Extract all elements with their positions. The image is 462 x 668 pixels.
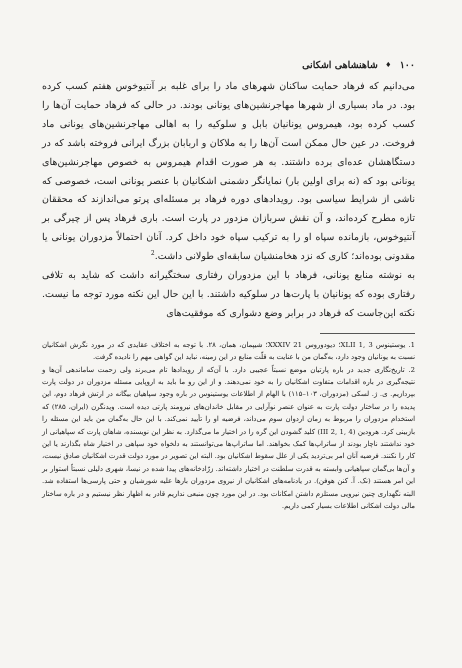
footnotes: [42, 339, 415, 513]
paragraph-2: [42, 267, 415, 324]
page-number: ۱۰۰: [399, 60, 415, 71]
paragraph-1-text: می‌دانیم که فرهاد حمایت ساکنان شهرهای ماد را برای غلبه بر آنتیوخوس هفتم کسب کرده بود. در ماد بسیاری از شهرها مهاجرنشین‌های یونانی بودند. در حالی که فرهاد حمایت آن‌ها را کسب کرده بود، هیمروس یونانیان بابل و سلوکیه را به اهالی مهاجرنشین‌های یونانی ماد فروخت. در عین حال ممکن است آن‌ها را به ملاکان و اربابان بزرگ ایرانی فروخته باشد که در دستگاهشان عده‌ای برده داشتند. به هر صورت اقدام هیمروس به خصوص مهاجرنشین‌های یونانی بود که (نه برای اولین بار) نمایانگر دشمنی اشکانیان با عنصر یونانی است، خصوصی که ناشی از شرایط سیاسی بود. رویدادهای دوره فرهاد بر مسئله‌ای پرتو می‌اندازند که محققان تازه مطرح کرده‌اند، و آن نقش سربازان مزدور در پارت است. باری فرهاد پس از چیرگی بر آنتیوخوس، بازمانده سپاه او را به ترکیب سپاه خود داخل کرد. آنان احتمالاً مزدوران یونانی یا مقدونی بوده‌اند؛ کاری که نزد هخامنشیان سابقه‌ای طولانی داشت.: [42, 81, 415, 263]
ornament-icon: ♦: [385, 60, 392, 69]
paragraph-1: [42, 78, 415, 267]
footnote-1: 1. یوستینوس XLII 1, 3؛ دیودوروس XXXIV 21؛ شیپمان، همان، ۲۸. با توجه به اختلاف عقایدی که در مورد نگرش اشکانیان نسبت به یونانیان وجود دارد، به‌گمان من با عنایت به قلّت منابع در این زمینه، نباید این گواهی مهم را نادیده گرفت.: [42, 340, 416, 362]
running-title: شاهنشاهی اشکانی: [302, 60, 378, 71]
main-text: [42, 78, 415, 324]
running-header: [302, 60, 415, 71]
footnote-separator: [320, 333, 415, 334]
footnote-2: 2. تاریخ‌نگاری جدید در باره پارتیان موضع نسبتاً عجیبی دارد. با آن‌که از رویدادها تام می‌برند ولی زحمت ساماندهی آن‌ها و نتیجه‌گیری در باره اقدامات متفاوت اشکانیان را به خود نمی‌دهند. و از این رو ما باید به اروپایی مسئله مزدوران در دولت پارت بپردازیم. ی. ژ. لسکی (مزدوران، ۱۰۳–۱۱۵) با الهام از اطلاعات یوستینوس در باره وجود سپاهیان بیگانه در ارتش فرهاد دوم، این پدیده را در ساختار دولت پارت به عنوان عنصر نوآرایی در مقابل خاندان‌های نیرومند پارتی دیده است. ویدنگرن (ایران، ۲۸۵) که استخدام مزدوران را مربوط به زمان اردوان سوم می‌داند، فرضیه او را تأیید نمی‌کند. با این حال به‌گمان من باید این مسئله را بازبینی کرد. هرودین (III 2, 1, 4) کلید گشودن این گره را در اختیار ما می‌گذارد. به نظر این نویسنده، شاهان پارت که سپاهیانی از خود نداشتند ناچار بودند از ساتراپ‌ها کمک بخواهند. اما ساتراپ‌ها می‌توانستند به دلخواه خود سپاهی در اختیار شاه بگذارند یا این کار را نکنند. فرضیه آنان امر بی‌تردید یکی از علل سقوط اشکانیان بود. البته این تصویر در مورد دولت قدرت اشکانیان صادق نیست، و آن‌ها بی‌گمان سپاهیانی وابسته به قدرت سلطنت در اختیار داشته‌اند. زرّادخانه‌های پیدا شده در نیسا، شهری دلیلی نسبتاً استوار بر این امر هستند (نک. آ. کنن هوفن). در یادنامه‌های اشکانیان از نیروی مزدوران بارها علیه شورشیان و حتی پارسی‌ها استفاده شد. البته نگهداری چنین نیرویی مستلزم داشتن امکانات بود. در این مورد چون منبعی نداریم قادر به اظهار نظر نیستیم و در باره ساختار مالی دولت اشکانی اطلاعات بسیار کمی داریم.: [42, 365, 415, 511]
footnote-ref-2: 2: [150, 249, 155, 257]
paragraph-2-text: به نوشته منابع یونانی، فرهاد با این مزدوران رفتاری سختگیرانه داشت که شاید به تلافی رفتاری بوده که یونانیان با پارت‌ها در سلوکیه داشتند. با این حال این نکته مورد توجه ما نیست. نکته این‌جاست که فرهاد در برابر وضع دشواری که موفقیت‌های: [42, 270, 415, 319]
